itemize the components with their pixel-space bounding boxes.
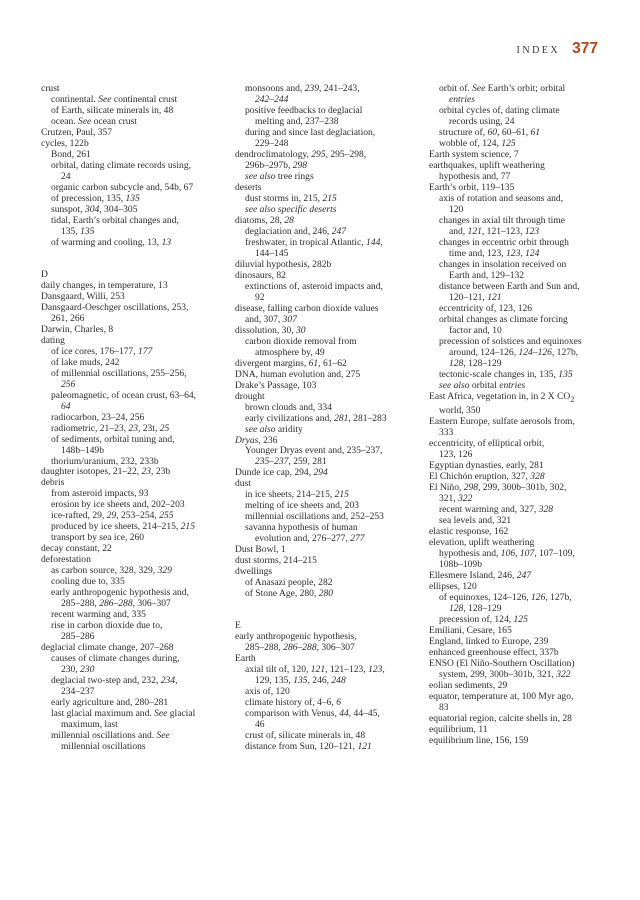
index-entry: recent warming and, 327, 328 [439,504,554,516]
index-entry: Dust Bowl, 1 [235,544,286,556]
index-entry: crust [41,83,60,94]
index-entry: equatorial region, calcite shells in, 28 [429,713,572,725]
index-entry: drought [235,390,265,402]
index-entry: melting and, 237–238 [255,115,339,127]
index-entry: evolution and, 276–277, 277 [255,533,365,545]
index-entry: earthquakes, uplift weathering [429,159,545,171]
index-entry: as carbon source, 328, 329, 329 [51,565,172,577]
index-entry: cooling due to, 335 [51,576,125,588]
index-entry: causes of climate changes during, [51,653,180,665]
index-entry: changes in eccentric orbit through [439,236,569,248]
index-entry: freshwater, in tropical Atlantic, 144, [245,236,383,248]
index-entry: maximum, last [61,719,118,731]
index-entry: hypothesis and, 106, 107, 107–109, [439,548,575,560]
index-entry: structure of, 60, 60–61, 61 [439,126,541,138]
index-entry: East Africa, vegetation in, in 2 X $CO_2$ [429,390,575,404]
index-entry: factor and, 10 [449,324,502,336]
index-entry: of equinoxes, 124–126, 126, 127b, [439,592,572,604]
index-entry: sea levels and, 321 [439,515,512,527]
index-entry: and, 307, 307 [245,313,297,325]
running-header [517,40,598,58]
index-entry: during and since last deglaciation, [245,126,376,138]
index-entry: brown clouds and, 334 [245,401,332,413]
index-entry: equator, temperature at, 100 Myr ago, [429,691,574,703]
index-entry: diluvial hypothesis, 282b [235,258,332,270]
index-entry: DNA, human evolution and, 275 [235,368,361,380]
index-entry: in ice sheets, 214–215, 215 [245,489,349,501]
index-entry: of lake muds, 242 [51,356,120,368]
index-entry: deforestation [41,554,91,566]
index-entry: deglacial climate change, 207–268 [41,642,174,654]
index-entry: distance from Sun, 120–121, 121 [245,741,372,753]
index-entry: orbital changes as climate forcing [439,313,568,325]
index-entry: 129, 135, 135, 246, 248 [255,675,346,687]
index-entry: El Niño, 298, 299, 300b–301b, 302, [429,482,567,494]
running-header-label: INDEX [516,45,561,56]
index-entry: Earth and, 129–132 [449,269,525,281]
index-entry: monsoons and, 239, 241–243, [245,83,360,94]
index-entry: 120–121, 121 [449,291,502,303]
index-entry: Darwin, Charles, 8 [41,323,114,335]
index-entry: of Stone Age, 280, 280 [245,588,334,600]
index-entry: diatoms, 28, 28 [235,214,294,226]
index-entry: 285–288, 286–288, 306–307 [61,598,171,610]
index-entry: 229–248 [255,137,289,149]
index-entry: rise in carbon dioxide due to, [51,620,163,632]
index-entry: 230, 230 [61,664,95,676]
index-entry: and, 121, 121–123, 123 [449,225,540,237]
index-entry: changes in insolation received on [439,258,567,270]
index-entry: carbon dioxide removal from [245,335,357,347]
index-entry: Younger Dryas event and, 235–237, [245,445,383,457]
index-column-2 [235,83,417,752]
index-entry: 92 [255,291,265,303]
index-entry: comparison with Venus, 44, 44–45, [245,708,380,720]
index-entry: cycles, 122b [41,137,89,149]
index-entry: records using, 24 [449,115,515,127]
index-entry: 108b–109b [439,559,482,571]
index-entry: ice-rafted, 29, 29, 253–254, 255 [51,510,174,522]
index-entry: eccentricity, of elliptical orbit, [429,438,545,450]
index-entry: precession of solstices and equinoxes [439,335,582,347]
index-entry: 234–237 [61,686,95,698]
index-entry: hypothesis and, 77 [439,170,511,182]
index-entry: millennial oscillations and, 252–253 [245,511,384,523]
index-entry: of warming and cooling, 13, 13 [51,236,172,248]
index-entry: ocean. See ocean crust [51,115,137,127]
index-entry: Earth [235,653,256,665]
index-column-3 [429,83,613,746]
section-gap [41,248,223,269]
index-entry: divergent margins, 61, 61–62 [235,357,347,369]
index-entry: Egyptian dynasties, early, 281 [429,460,544,472]
index-entry: dust storms, 214–215 [235,555,317,567]
index-entry: elevation, uplift weathering [429,537,535,549]
index-column-1 [41,83,223,752]
index-entry: see also aridity [245,423,303,435]
index-entry: early civilizations and, 281, 281–283 [245,412,387,424]
index-entry: from asteroid impacts, 93 [51,488,149,500]
index-entry: early agriculture and, 280–281 [51,697,169,709]
index-entry: last glacial maximum and. See glacial [51,708,196,720]
index-entry: eolian sediments, 29 [429,680,508,692]
index-entry: dissolution, 30, 30 [235,324,306,336]
index-entry: 46 [255,719,265,731]
index-entry: daughter isotopes, 21–22, 23, 23b [41,466,171,478]
index-entry: climate history of, 4–6, 6 [245,697,341,709]
index-entry: world, 350 [439,405,481,417]
index-entry: early anthropogenic hypothesis and, [51,587,189,599]
index-entry: ENSO (El Niño-Southern Oscillation) [429,658,575,670]
index-entry: sunspot, 304, 304–305 [51,203,138,215]
index-entry: Dansgaard-Oeschger oscillations, 253, [41,301,189,313]
index-entry: 321, 322 [439,493,473,505]
index-entry: 120 [449,203,464,215]
index-entry: erosion by ice sheets and, 202–203 [51,499,185,511]
index-entry: equilibrium line, 156, 159 [429,734,529,746]
index-entry: Emiliani, Cesare, 165 [429,625,512,637]
index-entry: orbital cycles of, dating climate [439,104,560,116]
index-entry: tidal, Earth’s orbital changes and, [51,214,179,226]
section-gap [235,599,417,620]
index-entry: 123, 126 [439,449,473,461]
index-entry: precession of, 124, 125 [439,614,528,626]
index-entry: orbit of. See Earth’s orbit; orbital [439,83,566,94]
index-entry: axis of, 120 [245,686,290,698]
index-entry: Ellesmere Island, 246, 247 [429,570,532,582]
index-entry: see also specific deserts [245,203,337,215]
index-entry: dust storms in, 215, 215 [245,192,337,204]
index-entry: millennial oscillations [61,741,146,753]
index-entry: tectonic-scale changes in, 135, 135 [439,368,573,380]
index-entry: Dunde ice cap, 294, 294 [235,467,328,479]
index-entry: transport by sea ice, 260 [51,532,145,544]
index-entry: 128, 128–129 [449,603,502,615]
index-entry: see also orbital entries [439,379,526,391]
index-entry: 242–244 [255,93,289,105]
index-entry: system, 299, 300b–301b, 321, 322 [439,669,571,681]
index-entry: recent warming and, 335 [51,609,146,621]
index-entry: 235–237, 259, 281 [255,456,327,468]
index-entry: Earth’s orbit, 119–135 [429,181,515,193]
index-entry: dendroclimatology, 295, 295–298, [235,148,367,160]
index-entry: around, 124–126, 124–126, 127b, [449,346,579,358]
index-entry: deglacial two-step and, 232, 234, [51,675,178,687]
index-entry: 148b–149b [61,444,104,456]
index-entry: 285–286 [61,631,95,643]
index-entry: enhanced greenhouse effect, 337b [429,647,559,659]
index-entry: deglaciation and, 246, 247 [245,225,347,237]
index-entry: distance between Earth and Sun and, [439,280,580,292]
index-section-letter: D [41,268,48,280]
index-entry: equilibrium, 11 [429,724,488,735]
index-entry: dating [41,334,65,346]
index-entry: axial tilt of, 120, 121, 121–123, 123, [245,664,385,676]
index-entry: millennial oscillations and. See [51,730,170,742]
index-entry: elastic response, 162 [429,526,509,538]
index-entry: savanna hypothesis of human [245,522,358,534]
index-entry: El Chichón eruption, 327, 328 [429,471,545,483]
index-entry: thorium/uranium, 232, 233b [51,455,159,467]
index-entry: early anthropogenic hypothesis, [235,631,357,643]
index-entry: of ice cores, 176–177, 177 [51,345,153,357]
index-entry: radiocarbon, 23–24, 256 [51,411,145,423]
index-entry: dust [235,478,251,490]
index-entry: England, linked to Europe, 239 [429,636,549,648]
index-entry: dinosaurs, 82 [235,269,286,281]
index-entry: orbital, dating climate records using, [51,159,191,171]
index-entry: 64 [61,400,71,412]
index-entry: 296b–297b, 298 [245,159,308,171]
index-entry: 83 [439,702,449,714]
index-entry: Earth system science, 7 [429,148,519,160]
index-entry: of millennial oscillations, 255–256, [51,367,187,379]
index-entry: crust of, silicate minerals in, 48 [245,730,366,742]
index-entry: eccentricity of, 123, 126 [439,302,533,314]
index-entry: 144–145 [255,247,289,259]
index-entry: 256 [61,378,76,390]
index-entry: axis of rotation and seasons and, [439,192,564,204]
index-entry: continental. See continental crust [51,93,178,105]
index-entry: 135, 135 [61,225,95,237]
index-entry: changes in axial tilt through time [439,214,565,226]
index-entry: deserts [235,181,262,193]
index-entry: entries [449,93,475,105]
page-number: 377 [572,40,598,57]
index-entry: debris [41,477,65,489]
index-entry: wobble of, 124, 125 [439,137,516,149]
index-entry: see also tree rings [245,170,314,182]
index-entry: paleomagnetic, of ocean crust, 63–64, [51,389,197,401]
index-entry: daily changes, in temperature, 13 [41,279,168,291]
index-section-letter: E [235,620,241,632]
index-entry: dwellings [235,566,273,578]
index-entry: of precession, 135, 135 [51,192,140,204]
index-entry: Drake’s Passage, 103 [235,379,317,391]
index-entry: radiometric, 21–23, 23, 23t, 25 [51,422,170,434]
index-entry: Dryas, 236 [235,434,278,446]
index-entry: decay constant, 22 [41,543,112,555]
index-entry: ellipses, 120 [429,581,477,593]
index-entry: Bond, 261 [51,148,91,160]
index-entry: 261, 266 [51,312,85,324]
index-entry: disease, falling carbon dioxide values [235,302,379,314]
index-entry: Eastern Europe, sulfate aerosols from, [429,416,575,428]
index-entry: 285–288, 286–288, 306–307 [245,642,355,654]
index-entry: melting of ice sheets and, 203 [245,500,360,512]
index-entry: extinctions of, asteroid impacts and, [245,280,383,292]
index-entry: atmosphere by, 49 [255,346,325,358]
index-entry: produced by ice sheets, 214–215, 215 [51,521,195,533]
index-entry: Crutzen, Paul, 357 [41,126,113,138]
index-entry: 333 [439,427,454,439]
index-entry: 128, 128–129 [449,357,502,369]
index-entry: of Earth, silicate minerals in, 48 [51,104,174,116]
index-entry: time and, 123, 123, 124 [449,247,540,259]
index-entry: of Anasazi people, 282 [245,577,333,589]
index-entry: Dansgaard, Willi, 253 [41,290,125,302]
index-entry: 24 [61,170,71,182]
index-entry: organic carbon subcycle and, 54b, 67 [51,181,194,193]
index-entry: of sediments, orbital tuning and, [51,433,175,445]
index-entry: positive feedbacks to deglacial [245,104,363,116]
